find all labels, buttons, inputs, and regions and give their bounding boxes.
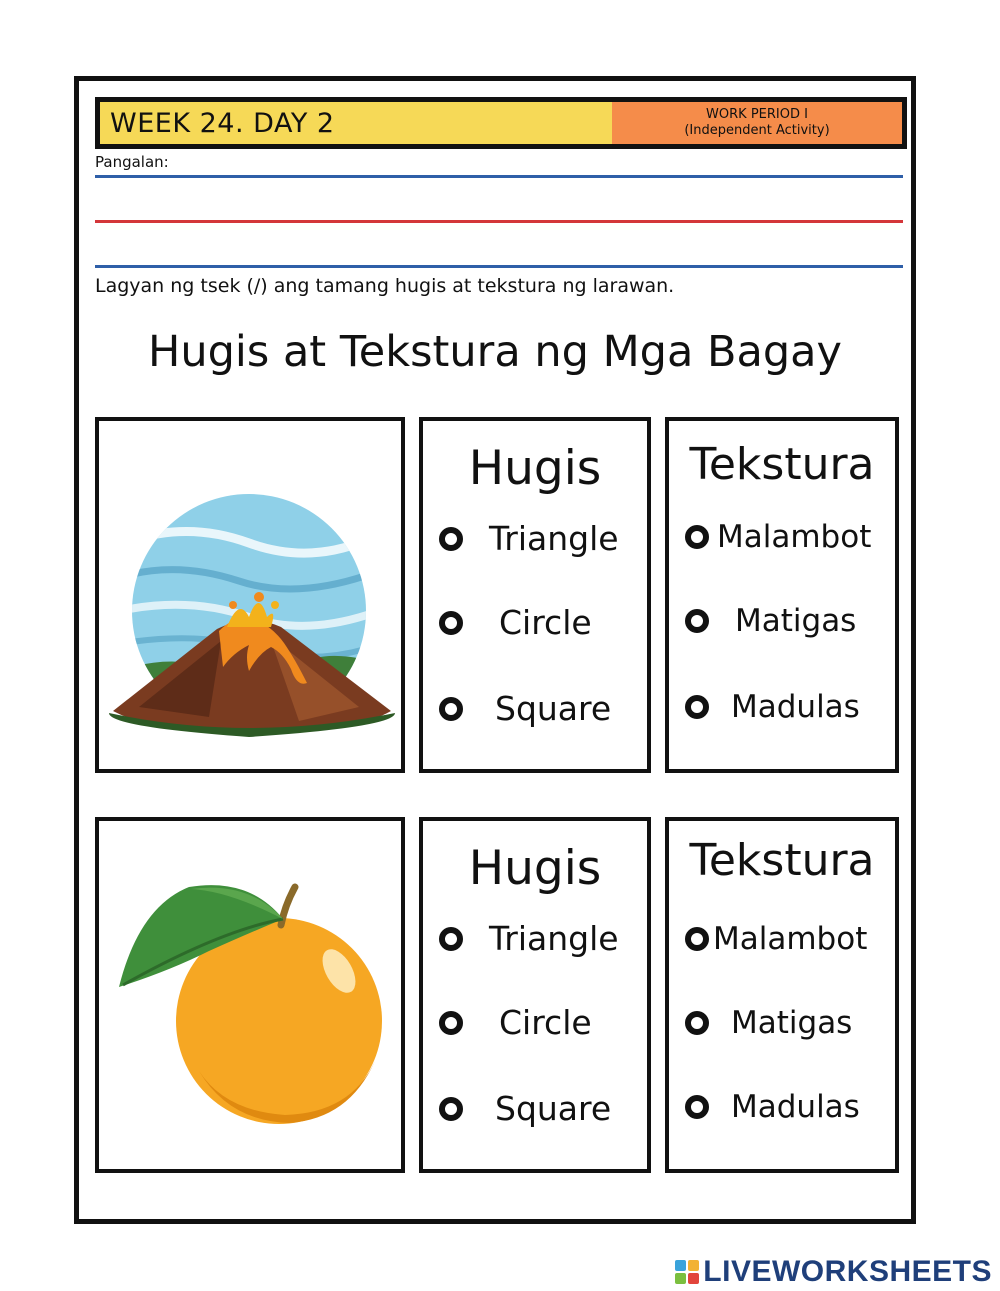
hugis-option-square[interactable] [439,689,611,728]
logo-square-yellow [688,1260,699,1271]
option-label: Matigas [731,1005,853,1041]
header-bar [95,97,907,149]
radio-icon[interactable] [685,1095,709,1119]
hugis-option-circle[interactable] [439,603,592,642]
work-period-label: WORK PERIOD I [706,107,808,122]
option-label: Malambot [713,921,868,957]
hugis-box-2 [419,817,651,1173]
hugis-option-circle[interactable] [439,1003,592,1042]
radio-icon[interactable] [439,1097,463,1121]
worksheet-title: Hugis at Tekstura ng Mga Bagay [148,327,842,377]
option-label: Malambot [717,519,872,555]
radio-icon[interactable] [685,525,709,549]
work-period-sublabel: (Independent Activity) [684,123,830,138]
tekstura-option-madulas[interactable] [685,689,860,725]
name-line-middle [95,220,903,223]
picture-box-volcano [95,417,405,773]
hugis-option-square[interactable] [439,1089,611,1128]
radio-icon[interactable] [685,927,709,951]
name-label: Pangalan: [95,153,169,171]
tekstura-heading: Tekstura [689,835,875,886]
worksheet [74,76,916,1224]
hugis-option-triangle[interactable] [439,919,619,958]
liveworksheets-logo-icon [675,1260,699,1284]
logo-square-red [688,1273,699,1284]
logo-square-blue [675,1260,686,1271]
option-label: Circle [499,603,592,642]
hugis-heading: Hugis [468,441,602,496]
option-label: Circle [499,1003,592,1042]
hugis-heading: Hugis [468,841,602,896]
volcano-picture [99,421,401,769]
week-day-title: WEEK 24. DAY 2 [100,102,612,144]
tekstura-option-matigas[interactable] [685,603,856,639]
hugis-option-triangle[interactable] [439,519,619,558]
radio-icon[interactable] [439,611,463,635]
name-line-top[interactable] [95,175,903,178]
orange-fruit-picture [99,821,401,1169]
logo-square-green [675,1273,686,1284]
tekstura-box-1 [665,417,899,773]
tekstura-option-malambot[interactable] [685,921,867,957]
tekstura-option-madulas[interactable] [685,1089,860,1125]
picture-box-orange [95,817,405,1173]
radio-icon[interactable] [685,695,709,719]
option-label: Square [495,689,612,728]
option-label: Matigas [735,603,857,639]
instruction-text: Lagyan ng tsek (/) ang tamang hugis at tekstura ng larawan. [95,275,675,297]
radio-icon[interactable] [439,1011,463,1035]
option-label: Square [495,1089,612,1128]
radio-icon[interactable] [439,527,463,551]
option-label: Madulas [731,689,860,725]
option-label: Triangle [489,919,619,958]
radio-icon[interactable] [685,609,709,633]
option-label: Madulas [731,1089,860,1125]
brand-name: LIVEWORKSHEETS [703,1255,992,1288]
work-period-badge [612,102,902,144]
tekstura-option-matigas[interactable] [685,1005,852,1041]
liveworksheets-logo[interactable] [675,1255,992,1289]
radio-icon[interactable] [439,697,463,721]
name-line-bottom [95,265,903,268]
radio-icon[interactable] [685,1011,709,1035]
option-label: Triangle [489,519,619,558]
tekstura-option-malambot[interactable] [685,519,871,555]
tekstura-box-2 [665,817,899,1173]
tekstura-heading: Tekstura [689,439,875,490]
radio-icon[interactable] [439,927,463,951]
hugis-box-1 [419,417,651,773]
